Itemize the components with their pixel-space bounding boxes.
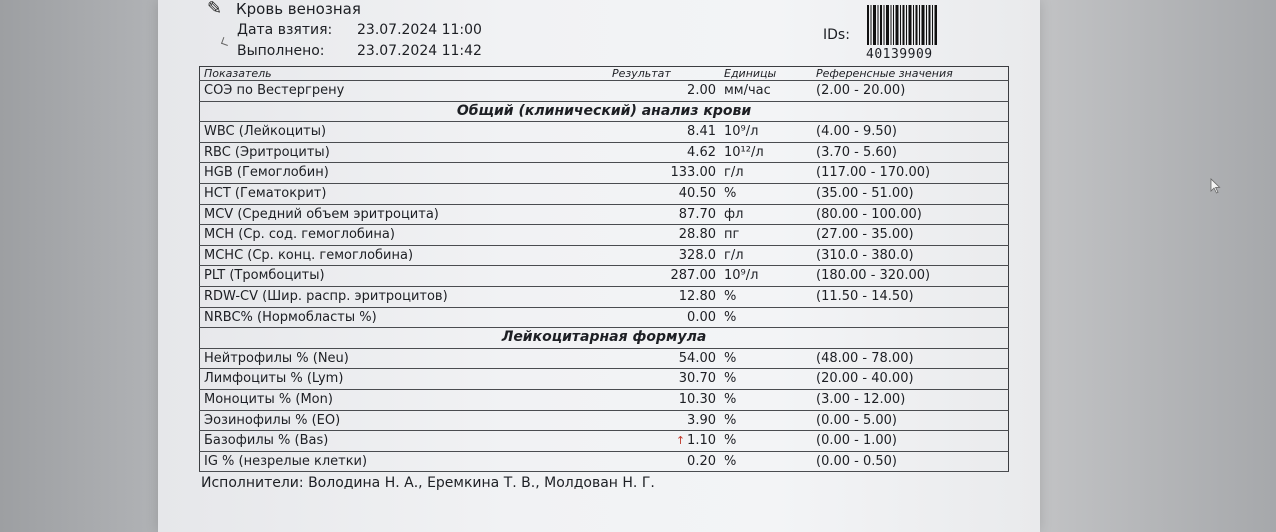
test-name: HCT (Гематокрит)	[204, 185, 327, 201]
table-header-row	[200, 67, 1009, 81]
test-ref	[812, 307, 1009, 328]
test-result: 0.20	[687, 453, 716, 469]
test-result: 28.80	[678, 227, 716, 243]
test-result: 54.00	[678, 350, 716, 366]
table-row	[200, 204, 1009, 225]
table-row	[200, 122, 1009, 143]
sample-type-title: Кровь венозная	[236, 0, 361, 18]
test-ref: (0.00 - 5.00)	[816, 412, 897, 428]
test-name: Лимфоциты % (Lym)	[204, 371, 344, 387]
col-header-ref: Референсные значения	[816, 67, 953, 80]
test-ref: (2.00 - 20.00)	[816, 83, 906, 98]
test-name: NRBC% (Нормобласты %)	[204, 309, 377, 325]
test-units: %	[724, 185, 737, 201]
test-units: 10⁹/л	[724, 124, 759, 140]
test-name: СОЭ по Вестергрену	[204, 83, 345, 98]
barcode-image	[867, 5, 937, 45]
mouse-cursor-icon	[1210, 178, 1222, 194]
background-right	[1036, 0, 1276, 532]
test-result: 8.41	[687, 124, 716, 140]
table-row	[200, 431, 1009, 452]
table-row	[200, 451, 1009, 472]
test-units: фл	[724, 206, 744, 222]
test-units: г/л	[724, 247, 744, 263]
test-name: Моноциты % (Mon)	[204, 391, 333, 407]
col-header-name: Показатель	[204, 67, 272, 80]
test-result: 287.00	[670, 268, 716, 284]
section-title: Общий (клинический) анализ крови	[456, 102, 752, 119]
test-name: RBC (Эритроциты)	[204, 144, 330, 160]
test-name: MCH (Ср. сод. гемоглобина)	[204, 227, 395, 243]
section-diff-rows	[200, 348, 1009, 472]
test-result: 30.70	[678, 371, 716, 387]
test-ref: (80.00 - 100.00)	[816, 206, 922, 222]
section-header-diff	[200, 328, 1009, 349]
background-left	[0, 0, 170, 532]
test-name: RDW-CV (Шир. распр. эритроцитов)	[204, 288, 448, 304]
test-result	[608, 431, 720, 452]
test-result: 12.80	[678, 288, 716, 304]
test-result: 133.00	[670, 165, 716, 181]
test-units: мм/час	[724, 83, 771, 98]
test-result: 10.30	[678, 391, 716, 407]
test-ref: (117.00 - 170.00)	[816, 165, 931, 181]
test-result: 0.00	[687, 309, 716, 325]
test-units: %	[724, 391, 737, 407]
test-units: %	[724, 412, 737, 428]
test-name: Эозинофилы % (EO)	[204, 412, 341, 428]
test-name: HGB (Гемоглобин)	[204, 165, 329, 181]
test-ref: (20.00 - 40.00)	[816, 371, 914, 387]
test-name: MCHC (Ср. конц. гемоглобина)	[204, 247, 414, 263]
test-ref: (48.00 - 78.00)	[816, 350, 914, 366]
test-name: Базофилы % (Bas)	[204, 433, 329, 449]
col-header-units: Единицы	[724, 67, 777, 80]
test-name: IG % (незрелые клетки)	[204, 453, 368, 469]
completed-label: Выполнено:	[237, 43, 325, 59]
high-flag-icon: ↑	[675, 434, 686, 448]
test-units: пг	[724, 227, 740, 243]
test-name: PLT (Тромбоциты)	[204, 268, 325, 284]
barcode-number: 40139909	[866, 47, 933, 62]
test-result: 2.00	[687, 83, 716, 98]
test-ref: (0.00 - 0.50)	[816, 453, 897, 469]
result-value: 1.10	[687, 433, 716, 449]
test-units: 10¹²/л	[724, 144, 764, 160]
test-ref: (0.00 - 1.00)	[816, 433, 897, 449]
test-units: %	[724, 433, 737, 449]
test-result: 40.50	[678, 185, 716, 201]
test-ref: (4.00 - 9.50)	[816, 124, 897, 140]
test-result: 4.62	[687, 144, 716, 160]
table-row	[200, 369, 1009, 390]
pen-icon: ✎	[207, 0, 223, 19]
test-ref: (310.0 - 380.0)	[816, 247, 914, 263]
test-units: 10⁹/л	[724, 268, 759, 284]
test-units: %	[724, 371, 737, 387]
test-units: %	[724, 453, 737, 469]
test-ref: (3.70 - 5.60)	[816, 144, 897, 160]
test-result: 3.90	[687, 412, 716, 428]
table-row	[200, 348, 1009, 369]
executors-line: Исполнители: Володина Н. А., Еремкина Т. В., Молдован Н. Г.	[201, 475, 655, 491]
col-header-result: Результат	[612, 67, 671, 80]
test-name: MCV (Средний объем эритроцита)	[204, 206, 439, 222]
date-taken-value: 23.07.2024 11:00	[357, 22, 482, 38]
table-row	[200, 389, 1009, 410]
test-result: 87.70	[678, 206, 716, 222]
table-row	[200, 266, 1009, 287]
test-ref: (27.00 - 35.00)	[816, 227, 914, 243]
test-name: WBC (Лейкоциты)	[204, 124, 327, 140]
completed-value: 23.07.2024 11:42	[357, 43, 482, 59]
test-units: %	[724, 350, 737, 366]
table-row	[200, 142, 1009, 163]
test-result: 328.0	[678, 247, 716, 263]
table-row	[200, 81, 1009, 102]
test-units: г/л	[724, 165, 744, 181]
ids-label: IDs:	[823, 27, 850, 43]
test-ref: (11.50 - 14.50)	[816, 288, 914, 304]
test-ref: (35.00 - 51.00)	[816, 185, 914, 201]
section-header-cbc	[200, 101, 1009, 122]
test-ref: (3.00 - 12.00)	[816, 391, 906, 407]
table-row	[200, 307, 1009, 328]
section-cbc-rows	[200, 122, 1009, 328]
date-taken-label: Дата взятия:	[237, 22, 333, 38]
test-units: %	[724, 288, 737, 304]
table-row	[200, 286, 1009, 307]
table-row	[200, 183, 1009, 204]
table-row	[200, 163, 1009, 184]
table-row	[200, 410, 1009, 431]
test-ref: (180.00 - 320.00)	[816, 268, 931, 284]
section-title: Лейкоцитарная формула	[501, 329, 707, 346]
test-units: %	[724, 309, 737, 325]
table-row	[200, 245, 1009, 266]
test-name: Нейтрофилы % (Neu)	[204, 350, 349, 366]
table-row	[200, 225, 1009, 246]
results-table	[199, 66, 1009, 472]
